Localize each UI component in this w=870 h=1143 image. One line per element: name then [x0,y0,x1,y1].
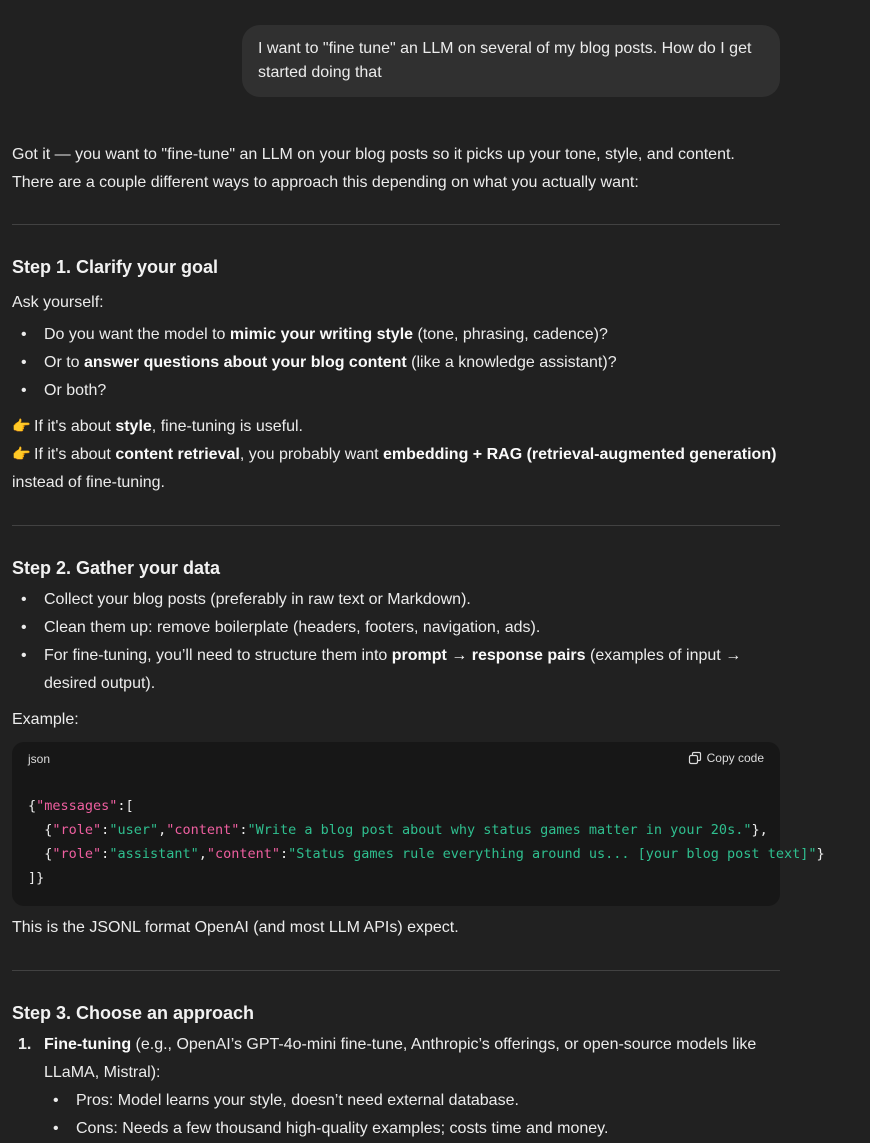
code-content: {"messages":[ {"role":"user","content":"Write a blog post about why status games matter in your 20s."}, {"role":"assistant","content":"Status games rule everything around us... [your blog post text]"} ]} [28,798,825,886]
step3-list [12,1031,780,1143]
copy-code-button[interactable] [688,751,764,765]
list-item: • Clean them up: remove boilerplate (headers, footers, navigation, ads). [12,614,780,642]
list-item: • Or both? [12,377,780,405]
list-item: 1. Fine-tuning (e.g., OpenAI’s GPT-4o-mini fine-tune, Anthropic’s offerings, or open-source models like LLaMA, Mistral): • Pros: Model learns your style, doesn’t need external database. • Cons: Needs a few thousand high-quality examples; costs time and money. [12,1031,780,1143]
step3-sub-list [44,1087,780,1143]
step3-heading: Step 3. Choose an approach [12,1003,255,1023]
step1-heading: Step 1. Clarify your goal [12,257,219,277]
step1-lead: Ask yourself: [12,294,104,311]
user-message-bubble [242,25,780,97]
code-language-label: json [28,752,51,766]
code-block [12,742,825,906]
example-label: Example: [12,711,79,728]
list-item: • Pros: Model learns your style, doesn’t need external database. [44,1087,780,1115]
step1-bullet-list [12,321,780,405]
step2-bullet-list [12,586,780,698]
step1-note-style: 👉 If it's about style, fine-tuning is useful. [12,413,780,441]
divider [12,525,780,526]
user-message-text: I want to "fine tune" an LLM on several of my blog posts. How do I get started doing that [258,40,752,81]
list-item: • Cons: Needs a few thousand high-quality examples; costs time and money. [44,1115,780,1143]
step1-note-retrieval: 👉 If it's about content retrieval, you probably want embedding + RAG (retrieval-augmented generation) instead of fine-tuning. [12,441,780,497]
step2-heading: Step 2. Gather your data [12,558,221,578]
list-item: • Collect your blog posts (preferably in raw text or Markdown). [12,586,780,614]
list-item: • For fine-tuning, you’ll need to structure them into prompt → response pairs (examples of input → desired output). [12,642,780,698]
pointing-hand-icon: 👉 [12,446,31,463]
pointing-hand-icon: 👉 [12,418,31,435]
divider [12,970,780,971]
intro-paragraph: Got it — you want to "fine-tune" an LLM on your blog posts so it picks up your tone, style, and content. There are a couple different ways to approach this depending on what you actually want: [12,146,735,191]
divider [12,224,780,225]
copy-icon [688,751,702,765]
list-item: • Or to answer questions about your blog content (like a knowledge assistant)? [12,349,780,377]
jsonl-note: This is the JSONL format OpenAI (and most LLM APIs) expect. [12,919,459,936]
copy-code-label: Copy code [706,751,764,765]
list-item: • Do you want the model to mimic your writing style (tone, phrasing, cadence)? [12,321,780,349]
